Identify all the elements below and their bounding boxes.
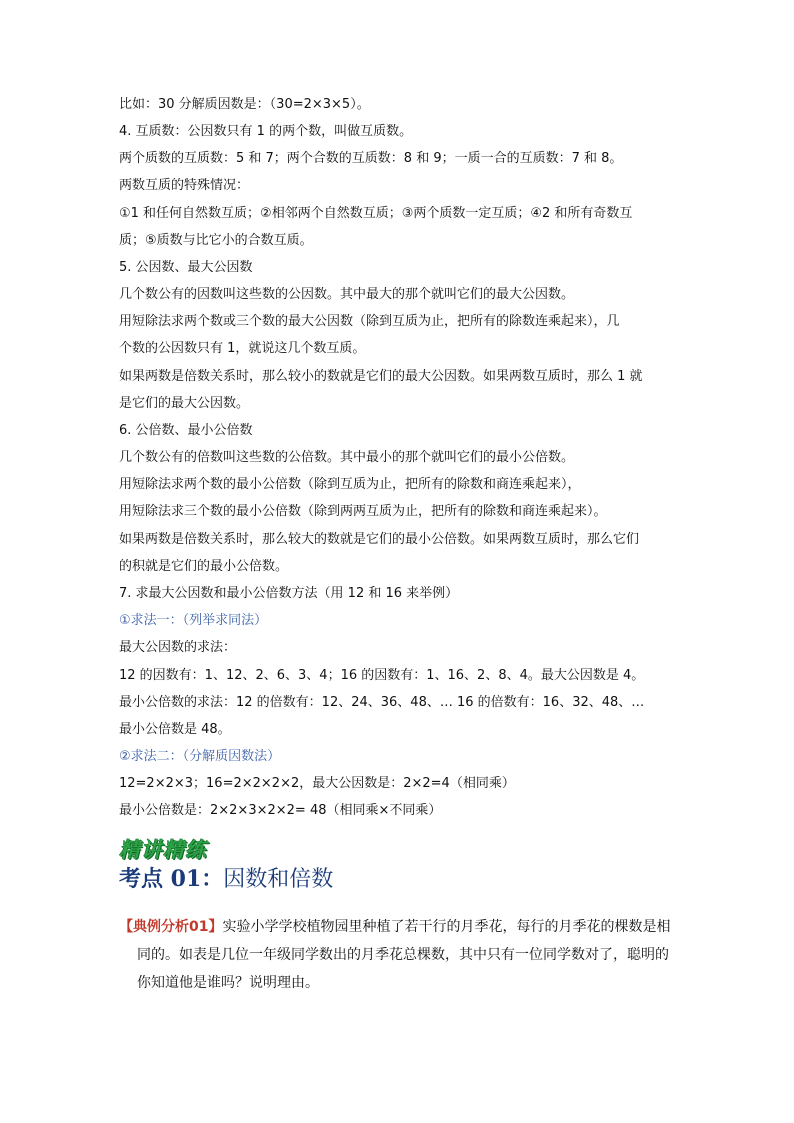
text-line: 的积就是它们的最小公倍数。: [119, 559, 289, 574]
text-line: 最小公倍数是：2×2×3×2×2= 48（相同乘×不同乘）: [119, 803, 442, 818]
example-line-3: 你知道他是谁吗？说明理由。: [137, 975, 319, 991]
text-line: 如果两数是倍数关系时，那么较小的数就是它们的最大公因数。如果两数互质时，那么 1 就: [119, 369, 643, 384]
text-line: 两数互质的特殊情况：: [119, 178, 250, 193]
text-line: 几个数公有的因数叫这些数的公因数。其中最大的那个就叫它们的最大公因数。: [119, 287, 575, 302]
section-4-title: 4. 互质数：公因数只有 1 的两个数，叫做互质数。: [119, 124, 413, 139]
text-line: 比如：30 分解质因数是：（30=2×3×5）。: [119, 97, 370, 112]
topic-heading: [119, 862, 333, 893]
text-line: 用短除法求三个数的最小公倍数（除到两两互质为止，把所有的除数和商连乘起来）。: [119, 504, 607, 519]
text-line: 质；⑤质数与比它小的合数互质。: [119, 233, 313, 248]
text-line: 最小公倍数的求法：12 的倍数有：12、24、36、48、… 16 的倍数有：16、32、48、…: [119, 695, 645, 710]
topic-heading-title: 因数和倍数: [223, 867, 334, 892]
text-line: 用短除法求两个数或三个数的最大公因数（除到互质为止，把所有的除数连乘起来），几: [119, 314, 620, 329]
method-one-title: ①求法一：（列举求同法）: [119, 613, 268, 628]
text-line: 如果两数是倍数关系时，那么较大的数就是它们的最小公倍数。如果两数互质时，那么它们: [119, 532, 640, 547]
topic-heading-label: 考点 01：: [119, 866, 224, 892]
section-6-title: 6. 公倍数、最小公倍数: [119, 423, 253, 438]
example-text-1: 实验小学学校植物园里种植了若干行的月季花，每行的月季花的棵数是相: [222, 919, 671, 935]
text-line: 两个质数的互质数：5 和 7；两个合数的互质数：8 和 9；一质一合的互质数：7 和 8。: [119, 151, 623, 166]
example-line-2: 同的。如表是几位一年级同学数出的月季花总棵数，其中只有一位同学数对了，聪明的: [137, 947, 669, 963]
text-line: 个数的公因数只有 1，就说这几个数互质。: [119, 341, 366, 356]
text-line: 是它们的最大公因数。: [119, 396, 250, 411]
text-line: ①1 和任何自然数互质；②相邻两个自然数互质；③两个质数一定互质；④2 和所有奇数互: [119, 206, 633, 221]
example-tag: 【典例分析01】: [119, 919, 223, 935]
section-banner-wordart: 精讲精练: [119, 837, 207, 862]
section-7-title: 7. 求最大公因数和最小公倍数方法（用 12 和 16 来举例）: [119, 586, 459, 601]
text-line: 12=2×2×3；16=2×2×2×2，最大公因数是：2×2=4（相同乘）: [119, 776, 515, 791]
example-block: [119, 913, 679, 997]
text-line: 几个数公有的倍数叫这些数的公倍数。其中最小的那个就叫它们的最小公倍数。: [119, 450, 575, 465]
text-line: 最小公倍数是 48。: [119, 722, 231, 737]
example-line-1: [119, 913, 679, 941]
section-5-title: 5. 公因数、最大公因数: [119, 260, 253, 275]
text-line: 12 的因数有：1、12、2、6、3、4；16 的因数有：1、16、2、8、4。最大公因数是 4。: [119, 668, 645, 683]
text-line: 用短除法求两个数的最小公倍数（除到互质为止，把所有的除数和商连乘起来），: [119, 477, 581, 492]
text-line: 最大公因数的求法：: [119, 640, 237, 655]
method-two-title: ②求法二：（分解质因数法）: [119, 749, 281, 764]
